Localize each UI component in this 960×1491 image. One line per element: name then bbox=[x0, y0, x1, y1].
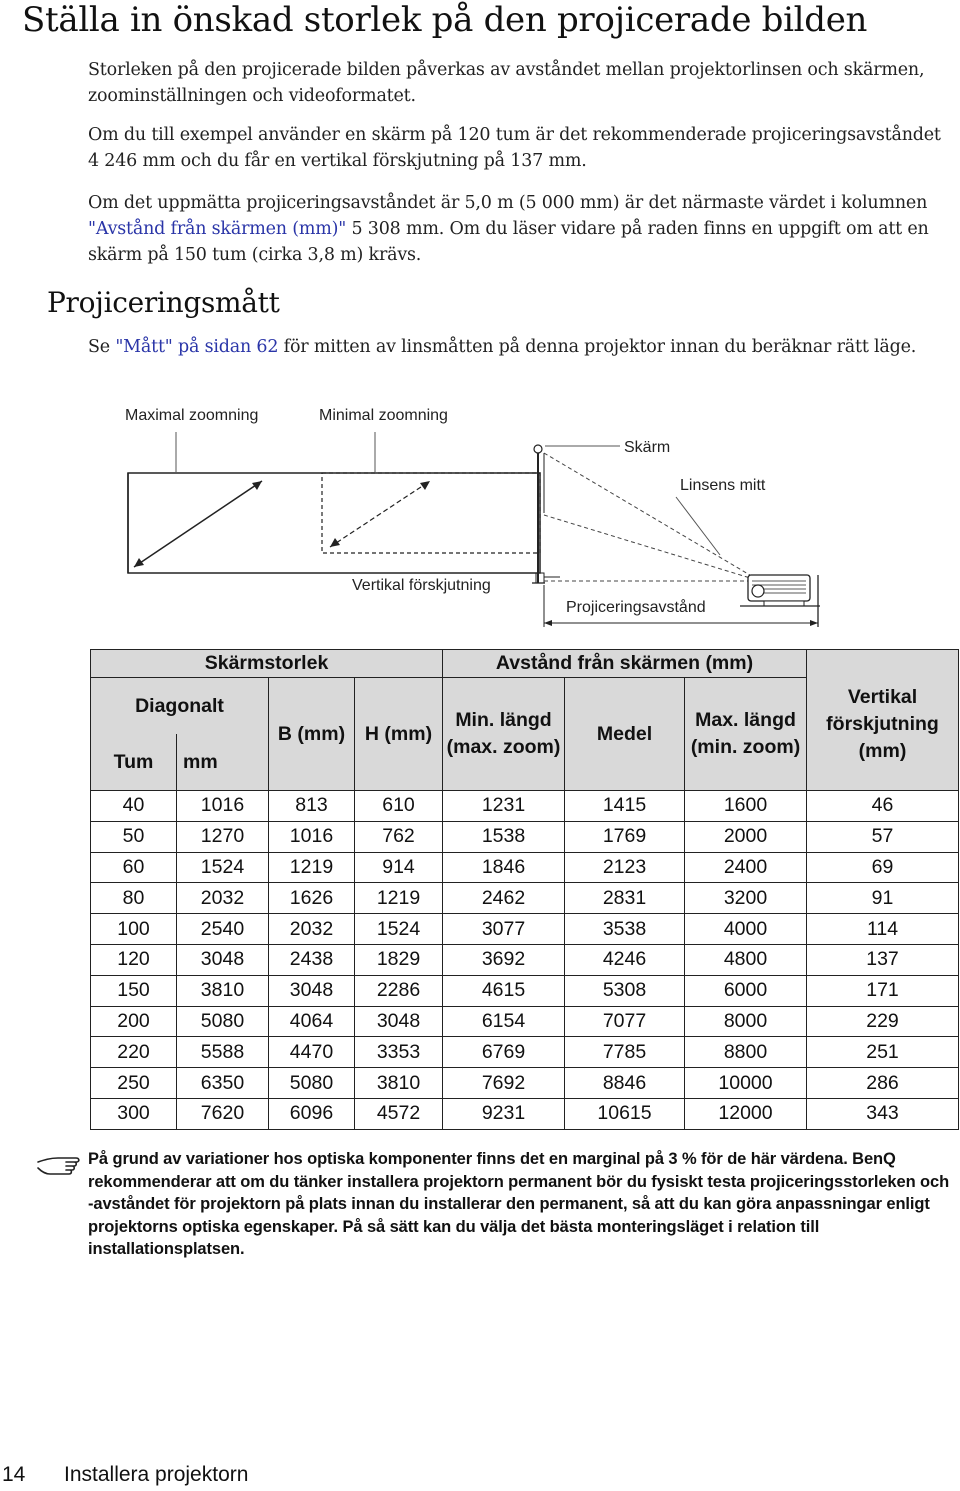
cell-mm: 6350 bbox=[177, 1068, 269, 1099]
cell-vertical-offset: 229 bbox=[807, 1006, 959, 1037]
cell-medel: 8846 bbox=[565, 1068, 685, 1099]
header-vertical-offset: Vertikal förskjutning (mm) bbox=[807, 650, 959, 791]
table-row bbox=[91, 914, 959, 945]
dimensions-text-end: för mitten av linsmåtten på denna projektor innan du beräknar rätt läge. bbox=[278, 337, 917, 357]
cell-inch: 250 bbox=[91, 1068, 177, 1099]
header-medel: Medel bbox=[565, 678, 685, 791]
cell-min-length: 7692 bbox=[443, 1068, 565, 1099]
table-row bbox=[91, 1098, 959, 1129]
cell-mm: 5080 bbox=[177, 1006, 269, 1037]
note-text: På grund av variationer hos optiska komponenter finns det en marginal på 3 % för de här värdena. BenQ rekommenderar att om du tänker installera projektorn permanent bör du fysiskt testa projiceringsstorleken och -avståndet för projektorn på plats innan du installerar den permanent, så att du kan göra anpassningar enligt projektorns optiska egenskaper. På så sätt kan du välja det bästa monteringsläget i relation till installationsplatsen. bbox=[88, 1150, 950, 1259]
distance-column-link[interactable]: "Avstånd från skärmen (mm)" bbox=[88, 219, 347, 239]
cell-vertical-offset: 286 bbox=[807, 1068, 959, 1099]
cell-mm: 7620 bbox=[177, 1098, 269, 1129]
header-distance: Avstånd från skärmen (mm) bbox=[443, 650, 807, 678]
cell-width: 2438 bbox=[269, 944, 355, 975]
dimensions-paragraph bbox=[88, 334, 950, 360]
cell-width: 813 bbox=[269, 791, 355, 822]
dimensions-page-link[interactable]: "Mått" på sidan 62 bbox=[115, 337, 279, 357]
cell-medel: 7077 bbox=[565, 1006, 685, 1037]
projection-distance-label: Projiceringsavstånd bbox=[566, 599, 706, 616]
cell-medel: 4246 bbox=[565, 944, 685, 975]
cell-vertical-offset: 114 bbox=[807, 914, 959, 945]
cell-max-length: 8000 bbox=[685, 1006, 807, 1037]
cell-vertical-offset: 137 bbox=[807, 944, 959, 975]
cell-mm: 3048 bbox=[177, 944, 269, 975]
table-row bbox=[91, 975, 959, 1006]
max-zoom-label: Maximal zoomning bbox=[125, 407, 259, 424]
cell-inch: 200 bbox=[91, 1006, 177, 1037]
cell-mm: 1524 bbox=[177, 852, 269, 883]
intro-paragraph: Storleken på den projicerade bilden påverkas av avståndet mellan projektorlinsen och skärmen, zoominställningen och videoformatet. bbox=[88, 60, 925, 106]
cell-min-length: 4615 bbox=[443, 975, 565, 1006]
projection-diagram bbox=[0, 395, 960, 640]
cell-mm: 2540 bbox=[177, 914, 269, 945]
cell-min-length: 3692 bbox=[443, 944, 565, 975]
header-width: B (mm) bbox=[269, 678, 355, 791]
cell-width: 3048 bbox=[269, 975, 355, 1006]
cell-width: 4470 bbox=[269, 1037, 355, 1068]
min-zoom-label: Minimal zoomning bbox=[319, 407, 448, 424]
lens-center-leader bbox=[676, 497, 720, 555]
cell-width: 6096 bbox=[269, 1098, 355, 1129]
cell-min-length: 1231 bbox=[443, 791, 565, 822]
dimensions-text-start: Se bbox=[88, 337, 116, 357]
lens-center-label: Linsens mitt bbox=[680, 477, 766, 494]
vertical-offset-label: Vertikal förskjutning bbox=[352, 577, 491, 594]
cell-width: 2032 bbox=[269, 914, 355, 945]
cell-max-length: 10000 bbox=[685, 1068, 807, 1099]
cell-height: 4572 bbox=[355, 1098, 443, 1129]
subsection-title: Projiceringsmått bbox=[47, 286, 280, 319]
cell-min-length: 9231 bbox=[443, 1098, 565, 1129]
cell-max-length: 1600 bbox=[685, 791, 807, 822]
cell-width: 1626 bbox=[269, 883, 355, 914]
cell-medel: 1769 bbox=[565, 821, 685, 852]
cell-vertical-offset: 251 bbox=[807, 1037, 959, 1068]
cell-medel: 5308 bbox=[565, 975, 685, 1006]
projector-icon bbox=[748, 575, 810, 606]
table-row bbox=[91, 883, 959, 914]
max-zoom-frame bbox=[128, 473, 540, 573]
beam-upper bbox=[544, 453, 760, 581]
beam-mid bbox=[544, 515, 760, 581]
cell-max-length: 2000 bbox=[685, 821, 807, 852]
header-min-length: Min. längd (max. zoom) bbox=[443, 678, 565, 791]
header-height: H (mm) bbox=[355, 678, 443, 791]
cell-mm: 3810 bbox=[177, 975, 269, 1006]
max-diagonal-arrowhead bbox=[252, 481, 262, 490]
cell-max-length: 8800 bbox=[685, 1037, 807, 1068]
cell-min-length: 1538 bbox=[443, 821, 565, 852]
cell-height: 3048 bbox=[355, 1006, 443, 1037]
cell-medel: 2831 bbox=[565, 883, 685, 914]
cell-height: 1219 bbox=[355, 883, 443, 914]
cell-mm: 1016 bbox=[177, 791, 269, 822]
min-zoom-frame bbox=[322, 473, 540, 553]
cell-inch: 40 bbox=[91, 791, 177, 822]
table-row bbox=[91, 852, 959, 883]
measurement-text-start: Om det uppmätta projiceringsavståndet är 5,0 m (5 000 mm) är det närmaste värdet i kolumnen bbox=[88, 193, 928, 213]
cell-min-length: 3077 bbox=[443, 914, 565, 945]
header-max-length: Max. längd (min. zoom) bbox=[685, 678, 807, 791]
measurement-paragraph bbox=[88, 190, 950, 268]
table-row bbox=[91, 944, 959, 975]
cell-max-length: 2400 bbox=[685, 852, 807, 883]
cell-width: 1016 bbox=[269, 821, 355, 852]
cell-inch: 300 bbox=[91, 1098, 177, 1129]
footer-page-number: 14 bbox=[2, 1463, 26, 1486]
cell-width: 1219 bbox=[269, 852, 355, 883]
cell-max-length: 3200 bbox=[685, 883, 807, 914]
table-row bbox=[91, 1068, 959, 1099]
table-row bbox=[91, 1006, 959, 1037]
screen-label: Skärm bbox=[624, 439, 671, 456]
cell-width: 5080 bbox=[269, 1068, 355, 1099]
cell-inch: 150 bbox=[91, 975, 177, 1006]
cell-inch: 120 bbox=[91, 944, 177, 975]
cell-min-length: 6154 bbox=[443, 1006, 565, 1037]
measurement-text-end: 5 308 mm. Om du läser vidare på raden finns en uppgift om att en skärm på 150 tum (cirka 3,8 m) krävs. bbox=[88, 219, 929, 265]
cell-medel: 7785 bbox=[565, 1037, 685, 1068]
cell-min-length: 6769 bbox=[443, 1037, 565, 1068]
cell-height: 914 bbox=[355, 852, 443, 883]
header-screen-size: Skärmstorlek bbox=[91, 650, 443, 678]
cell-inch: 80 bbox=[91, 883, 177, 914]
footer-section-label: Installera projektorn bbox=[64, 1463, 249, 1486]
min-zoom-diagonal bbox=[330, 481, 430, 547]
table-row bbox=[91, 1037, 959, 1068]
cell-mm: 2032 bbox=[177, 883, 269, 914]
cell-height: 1829 bbox=[355, 944, 443, 975]
projection-dimensions-table bbox=[90, 649, 959, 1130]
note-hand-icon bbox=[36, 1148, 82, 1178]
cell-height: 1524 bbox=[355, 914, 443, 945]
header-mm: mm bbox=[177, 734, 269, 791]
example-paragraph: Om du till exempel använder en skärm på 120 tum är det rekommenderade projiceringsavståndet 4 246 mm och du får en vertikal förskjutning på 137 mm. bbox=[88, 125, 941, 171]
cell-height: 3810 bbox=[355, 1068, 443, 1099]
cell-mm: 1270 bbox=[177, 821, 269, 852]
cell-height: 3353 bbox=[355, 1037, 443, 1068]
header-diagonal: Diagonalt bbox=[91, 678, 269, 735]
cell-height: 2286 bbox=[355, 975, 443, 1006]
cell-inch: 50 bbox=[91, 821, 177, 852]
cell-vertical-offset: 171 bbox=[807, 975, 959, 1006]
cell-inch: 100 bbox=[91, 914, 177, 945]
cell-max-length: 4800 bbox=[685, 944, 807, 975]
cell-min-length: 2462 bbox=[443, 883, 565, 914]
cell-max-length: 4000 bbox=[685, 914, 807, 945]
cell-height: 762 bbox=[355, 821, 443, 852]
cell-inch: 60 bbox=[91, 852, 177, 883]
cell-height: 610 bbox=[355, 791, 443, 822]
cell-vertical-offset: 69 bbox=[807, 852, 959, 883]
table-row bbox=[91, 821, 959, 852]
cell-min-length: 1846 bbox=[443, 852, 565, 883]
cell-mm: 5588 bbox=[177, 1037, 269, 1068]
table-body bbox=[91, 791, 959, 1130]
max-zoom-diagonal bbox=[134, 481, 262, 567]
cell-medel: 2123 bbox=[565, 852, 685, 883]
cell-vertical-offset: 91 bbox=[807, 883, 959, 914]
cell-max-length: 12000 bbox=[685, 1098, 807, 1129]
table-row bbox=[91, 791, 959, 822]
cell-inch: 220 bbox=[91, 1037, 177, 1068]
cell-max-length: 6000 bbox=[685, 975, 807, 1006]
header-inch: Tum bbox=[91, 734, 177, 791]
cell-vertical-offset: 46 bbox=[807, 791, 959, 822]
cell-vertical-offset: 57 bbox=[807, 821, 959, 852]
page-title: Ställa in önskad storlek på den projicerade bilden bbox=[22, 0, 868, 40]
cell-vertical-offset: 343 bbox=[807, 1098, 959, 1129]
cell-medel: 1415 bbox=[565, 791, 685, 822]
cell-width: 4064 bbox=[269, 1006, 355, 1037]
cell-medel: 3538 bbox=[565, 914, 685, 945]
cell-medel: 10615 bbox=[565, 1098, 685, 1129]
